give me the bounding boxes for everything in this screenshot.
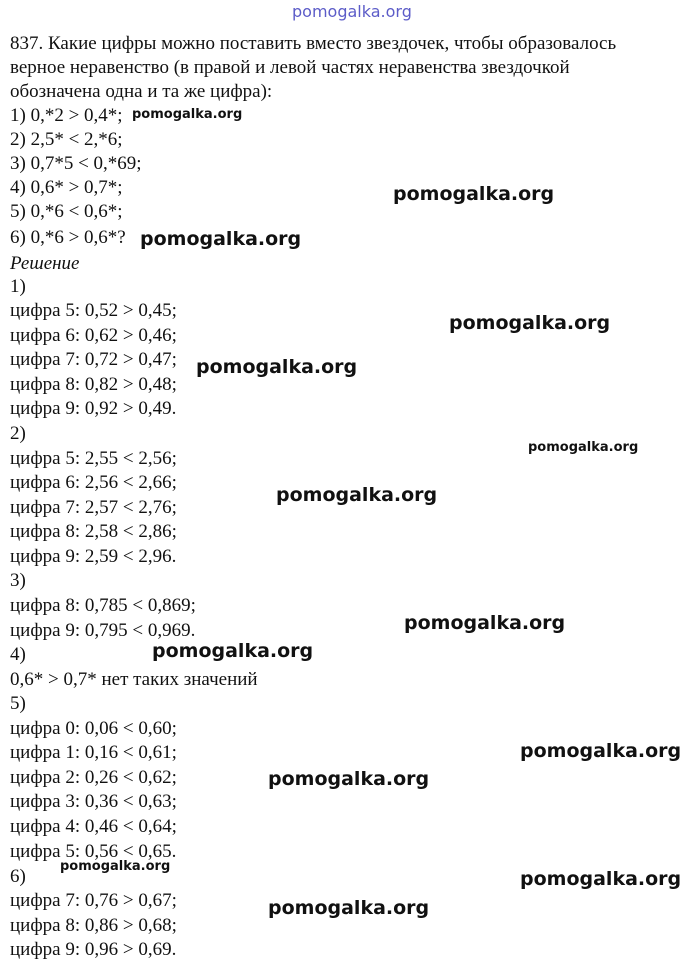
- task-item-1: 1) 0,*2 > 0,4*;: [10, 105, 123, 126]
- header-watermark[interactable]: pomogalka.org: [292, 2, 412, 21]
- watermark: pomogalka.org: [276, 484, 438, 506]
- watermark: pomogalka.org: [140, 228, 302, 250]
- part-label-2: 2): [10, 423, 26, 444]
- solution-row: цифра 8: 0,86 > 0,68;: [10, 915, 177, 936]
- solution-row: цифра 9: 0,92 > 0,49.: [10, 398, 177, 419]
- task-line-3: обозначена одна и та же цифра):: [10, 81, 273, 102]
- solution-row: цифра 7: 0,76 > 0,67;: [10, 890, 177, 911]
- watermark: pomogalka.org: [520, 740, 682, 762]
- part-label-1: 1): [10, 276, 26, 297]
- part-label-6: 6): [10, 866, 26, 887]
- watermark: pomogalka.org: [449, 312, 611, 334]
- task-line-2: верное неравенство (в правой и левой частях неравенства звездочкой: [10, 57, 570, 78]
- solution-row: цифра 7: 0,72 > 0,47;: [10, 349, 177, 370]
- watermark: pomogalka.org: [152, 640, 314, 662]
- solution-row: цифра 9: 2,59 < 2,96.: [10, 546, 177, 567]
- solution-row: цифра 4: 0,46 < 0,64;: [10, 816, 177, 837]
- solution-row: цифра 8: 2,58 < 2,86;: [10, 521, 177, 542]
- task-item-2: 2) 2,5* < 2,*6;: [10, 129, 123, 150]
- solution-row: цифра 5: 0,52 > 0,45;: [10, 300, 177, 321]
- task-item-4: 4) 0,6* > 0,7*;: [10, 177, 123, 198]
- task-item-3: 3) 0,7*5 < 0,*69;: [10, 153, 142, 174]
- watermark: pomogalka.org: [196, 356, 358, 378]
- part-label-3: 3): [10, 570, 26, 591]
- solution-row: 0,6* > 0,7* нет таких значений: [10, 669, 258, 690]
- solution-row: цифра 9: 0,96 > 0,69.: [10, 939, 177, 960]
- watermark: pomogalka.org: [393, 183, 555, 205]
- watermark: pomogalka.org: [268, 897, 430, 919]
- watermark: pomogalka.org: [268, 768, 430, 790]
- part-label-4: 4): [10, 644, 26, 665]
- solution-row: цифра 5: 2,55 < 2,56;: [10, 448, 177, 469]
- part-label-5: 5): [10, 693, 26, 714]
- task-item-6: 6) 0,*6 > 0,6*?: [10, 227, 126, 248]
- watermark: pomogalka.org: [528, 440, 639, 455]
- watermark: pomogalka.org: [60, 859, 171, 874]
- solution-title: Решение: [10, 253, 80, 274]
- solution-row: цифра 8: 0,785 < 0,869;: [10, 595, 196, 616]
- solution-row: цифра 7: 2,57 < 2,76;: [10, 497, 177, 518]
- task-item-5: 5) 0,*6 < 0,6*;: [10, 201, 123, 222]
- solution-row: цифра 1: 0,16 < 0,61;: [10, 742, 177, 763]
- solution-row: цифра 8: 0,82 > 0,48;: [10, 374, 177, 395]
- watermark: pomogalka.org: [404, 612, 566, 634]
- solution-row: цифра 6: 2,56 < 2,66;: [10, 472, 177, 493]
- watermark: pomogalka.org: [132, 107, 243, 122]
- solution-row: цифра 0: 0,06 < 0,60;: [10, 718, 177, 739]
- solution-row: цифра 6: 0,62 > 0,46;: [10, 325, 177, 346]
- watermark: pomogalka.org: [520, 868, 682, 890]
- task-line-1: 837. Какие цифры можно поставить вместо звездочек, чтобы образовалось: [10, 33, 617, 54]
- solution-row: цифра 3: 0,36 < 0,63;: [10, 791, 177, 812]
- solution-row: цифра 5: 0,56 < 0,65.: [10, 841, 177, 862]
- solution-row: цифра 9: 0,795 < 0,969.: [10, 620, 196, 641]
- solution-row: цифра 2: 0,26 < 0,62;: [10, 767, 177, 788]
